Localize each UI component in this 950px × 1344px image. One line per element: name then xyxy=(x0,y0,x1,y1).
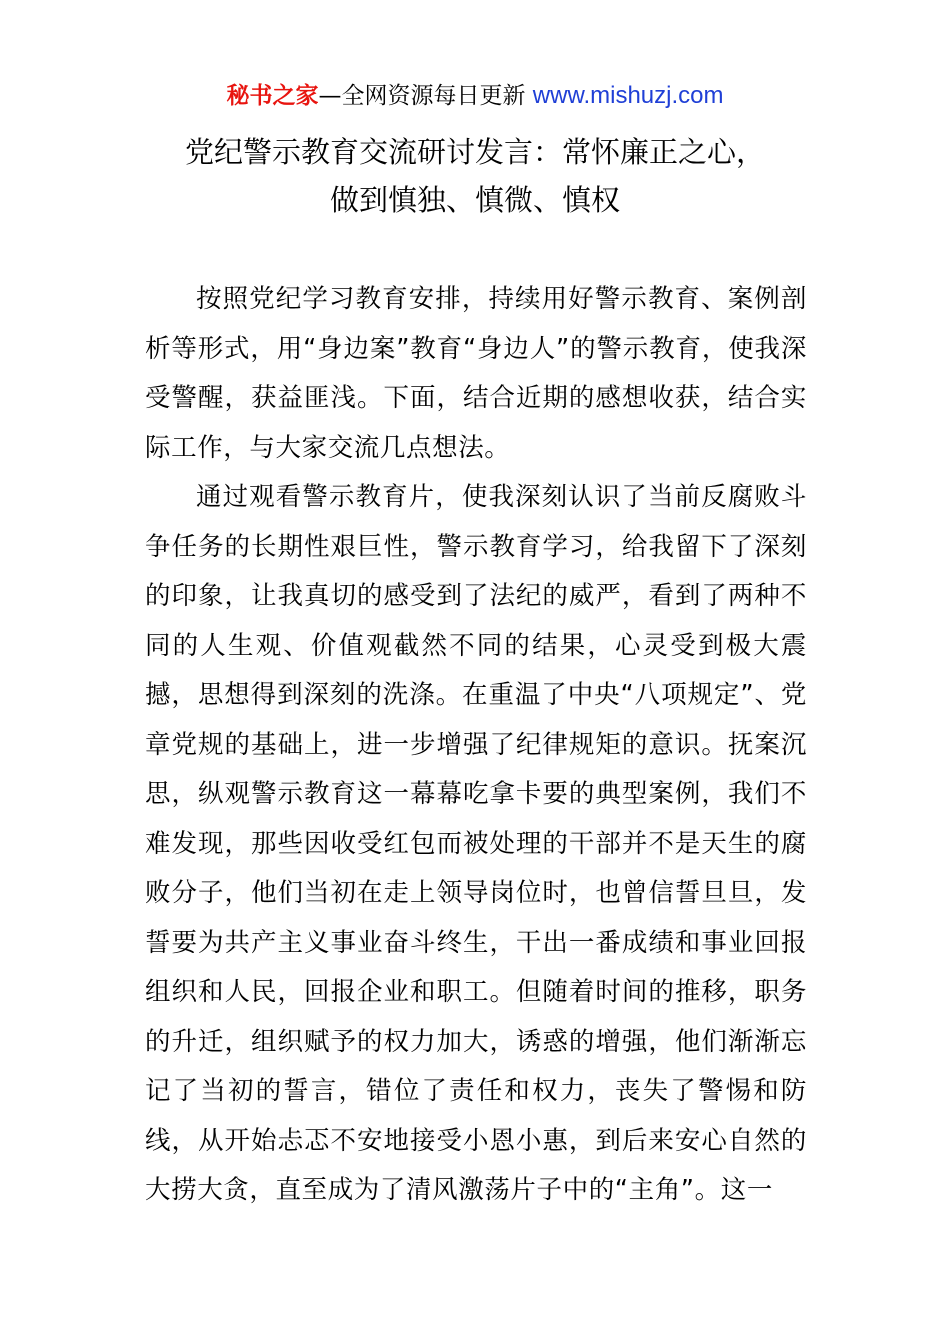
body-paragraph-1: 按照党纪学习教育安排，持续用好警示教育、案例剖析等形式，用“身边案”教育“身边人”的警示教育，使我深受警醒，获益匪浅。下面，结合近期的感想收获，结合实际工作，与大家交流几点想法。 xyxy=(145,284,807,463)
title-line-2: 做到慎独、慎微、慎权 xyxy=(329,183,620,217)
document-title xyxy=(0,128,950,224)
document-body xyxy=(145,275,807,1216)
brand-name: 秘书之家 xyxy=(226,83,319,109)
header-tagline: —全网资源每日更新 xyxy=(318,83,533,109)
body-paragraph-2: 通过观看警示教育片，使我深刻认识了当前反腐败斗争任务的长期性艰巨性，警示教育学习，给我留下了深刻的印象，让我真切的感受到了法纪的威严，看到了两种不同的人生观、价值观截然不同的结果，心灵受到极大震撼，思想得到深刻的洗涤。在重温了中央“八项规定”、党章党规的基础上，进一步增强了纪律规矩的意识。抚案沉思，纵观警示教育这一幕幕吃拿卡要的典型案例，我们不难发现，那些因收受红包而被处理的干部并不是天生的腐败分子，他们当初在走上领导岗位时，也曾信誓旦旦，发誓要为共产主义事业奋斗终生，干出一番成绩和事业回报组织和人民，回报企业和职工。但随着时间的推移，职务的升迁，组织赋予的权力加大，诱惑的增强，他们渐渐忘记了当初的誓言，错位了责任和权力，丧失了警惕和防线，从开始忐忑不安地接受小恩小惠，到后来安心自然的大捞大贪，直至成为了清风激荡片子中的“主角”。这一 xyxy=(145,482,807,1205)
site-header xyxy=(0,80,950,112)
site-url-link[interactable]: www.mishuzj.com xyxy=(532,82,724,109)
title-line-1: 党纪警示教育交流研讨发言：常怀廉正之心， xyxy=(184,135,765,169)
